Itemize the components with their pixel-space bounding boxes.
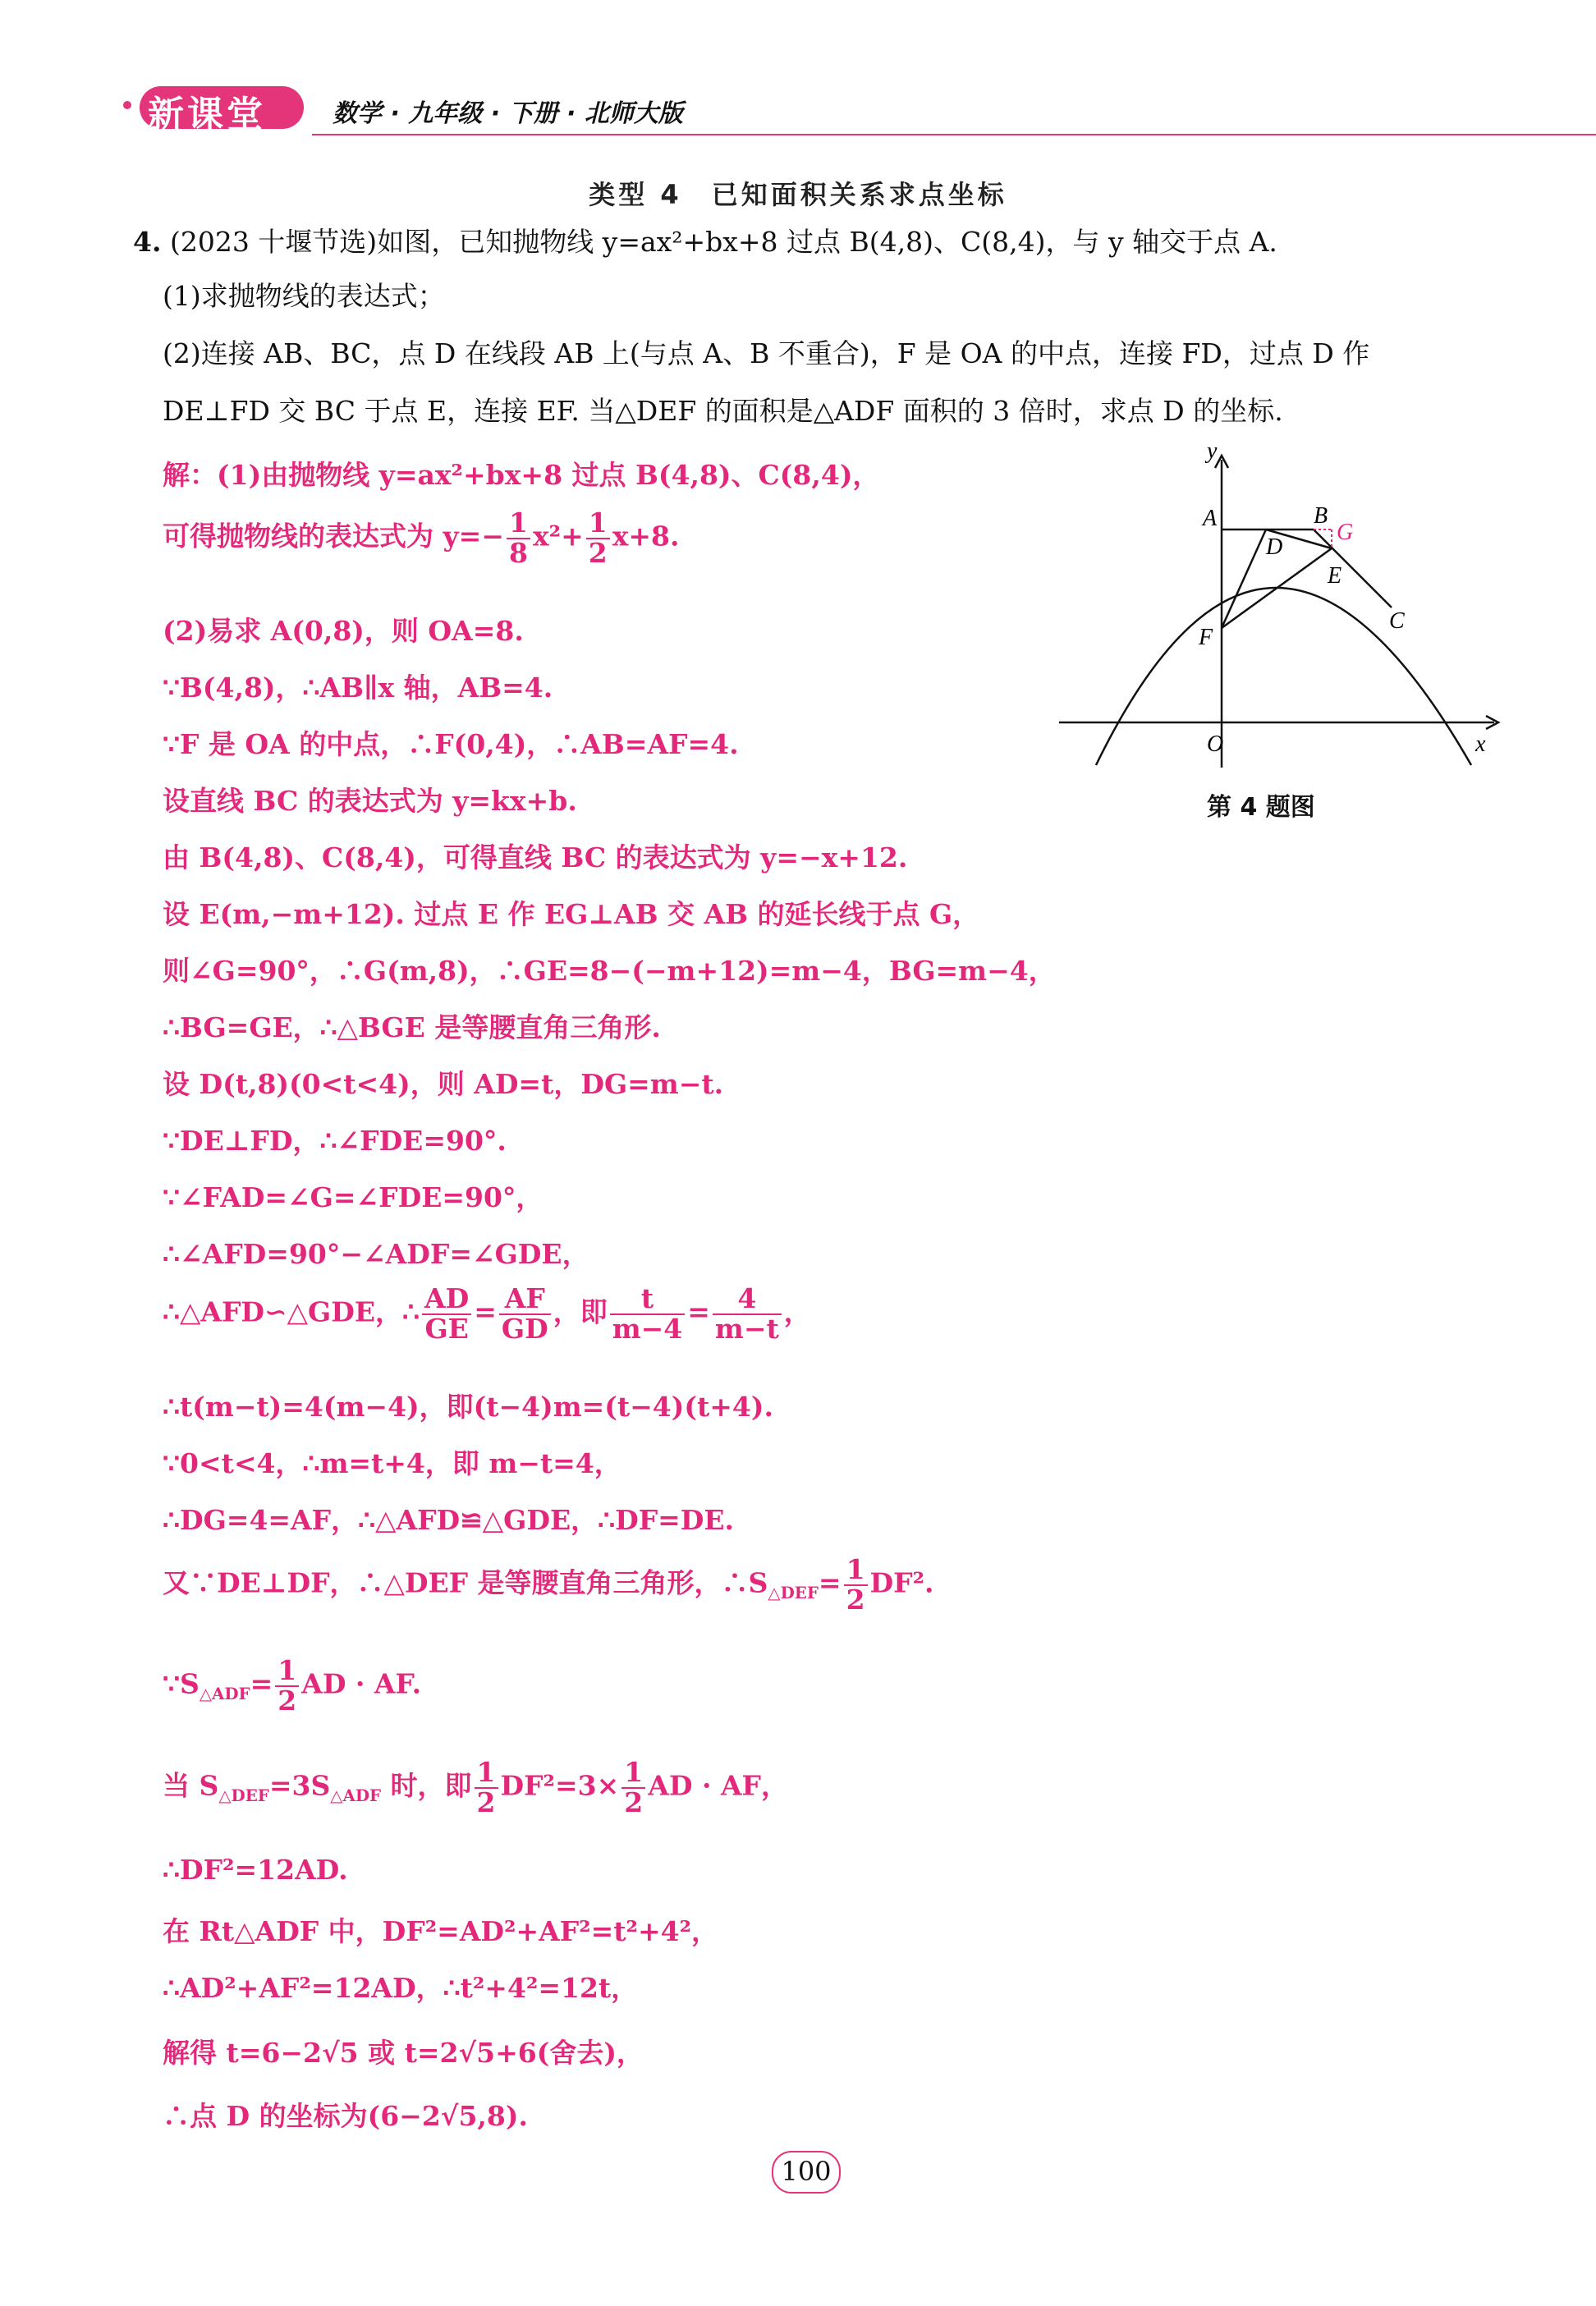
solution-line [163, 1553, 934, 1616]
frac-den: 2 [624, 1786, 644, 1818]
solution-line: ∴DF²=12AD. [163, 1854, 348, 1886]
figure-parabola [1051, 443, 1511, 780]
solution-line: 解得 t=6−2√5 或 t=2√5+6(舍去)， [163, 2037, 644, 2069]
segment-fd [1222, 530, 1266, 628]
label-a: A [1203, 506, 1218, 531]
question-stem-text: 如图，已知抛物线 y=ax²+bx+8 过点 B(4,8)、C(8,4)，与 y 轴交于点 A. [377, 226, 1277, 258]
solution-line: 设 D(t,8)(0<t<4)，则 AD=t，DG=m−t. [163, 1068, 724, 1100]
frac-den: 8 [508, 536, 528, 569]
frac-den: 2 [476, 1786, 496, 1818]
solution-line: 解：(1)由抛物线 y=ax²+bx+8 过点 B(4,8)、C(8,4)， [163, 459, 880, 491]
question-part2-line1: (2)连接 AB、BC，点 D 在线段 AB 上(与点 A、B 不重合)，F 是 OA 的中点，连接 FD，过点 D 作 [163, 337, 1370, 369]
solution-line: (2)易求 A(0,8)，则 OA=8. [163, 615, 524, 647]
solution-line: ∵∠FAD=∠G=∠FDE=90°， [163, 1181, 543, 1213]
frac-num: 1 [844, 1556, 868, 1586]
label-e: E [1328, 563, 1342, 589]
segment-ef [1222, 548, 1332, 628]
frac-num: 4 [713, 1285, 782, 1315]
solution-line: 在 Rt△ADF 中，DF²=AD²+AF²=t²+4²， [163, 1915, 719, 1947]
page-number: 100 [772, 2151, 841, 2194]
sol-text: x+8. [612, 520, 680, 552]
frac-num: AF [499, 1285, 551, 1315]
sol-text: ，即 [553, 1295, 608, 1328]
sol-text: = [818, 1566, 842, 1599]
sol-text: = [250, 1667, 273, 1700]
label-g: G [1337, 520, 1354, 545]
solution-line [163, 509, 679, 567]
sol-text: = [474, 1295, 497, 1328]
logo-dot [123, 101, 131, 109]
solution-line: ∵0<t<4，∴m=t+4，即 m−t=4， [163, 1447, 621, 1479]
label-o: O [1207, 731, 1224, 757]
solution-line: ∵B(4,8)，∴AB∥x 轴，AB=4. [163, 672, 553, 704]
solution-line: ∵DE⊥FD，∴∠FDE=90°. [163, 1125, 507, 1157]
sol-text: AD · AF， [648, 1769, 788, 1802]
figure-caption: 第 4 题图 [1207, 793, 1315, 822]
frac-num: t [610, 1285, 686, 1315]
page-header [123, 78, 1502, 144]
solution-line: ∴BG=GE，∴△BGE 是等腰直角三角形. [163, 1011, 661, 1043]
frac-num: 1 [507, 509, 530, 539]
sol-text: 当 S [163, 1769, 219, 1802]
question-stem [133, 223, 1277, 261]
subscript: △ADF [330, 1786, 382, 1806]
solution-line [163, 1654, 422, 1717]
solution-line: ∴t(m−t)=4(m−4)，即(t−4)m=(t−4)(t+4). [163, 1391, 773, 1423]
frac-num: AD [422, 1285, 471, 1315]
frac-den: m−4 [612, 1312, 683, 1345]
sol-text: ， [783, 1295, 811, 1328]
frac-den: 2 [277, 1684, 297, 1717]
solution-line: ∵F 是 OA 的中点，∴F(0,4)，∴AB=AF=4. [163, 728, 739, 760]
sol-text: x²+ [532, 520, 584, 552]
fraction [586, 509, 610, 567]
fraction [475, 1758, 498, 1817]
label-d: D [1266, 534, 1283, 560]
fraction [713, 1282, 782, 1345]
frac-den: GE [424, 1312, 469, 1345]
book-info: 数学 · 九年级 · 下册 · 北师大版 [332, 99, 683, 128]
solution-line: 设 E(m,−m+12). 过点 E 作 EG⊥AB 交 AB 的延长线于点 G， [163, 898, 980, 930]
sol-text: ∴△AFD∽△GDE，∴ [163, 1295, 420, 1328]
solution-line [163, 1758, 788, 1817]
solution-line: ∴DG=4=AF，∴△AFD≌△GDE，∴DF=DE. [163, 1504, 735, 1536]
fraction [621, 1758, 645, 1817]
solution-line: ∴∠AFD=90°−∠ADF=∠GDE， [163, 1238, 589, 1270]
frac-den: 2 [588, 536, 608, 569]
fraction [844, 1553, 868, 1616]
solution-line: 设直线 BC 的表达式为 y=kx+b. [163, 785, 577, 817]
solution-line: 由 B(4,8)、C(8,4)，可得直线 BC 的表达式为 y=−x+12. [163, 841, 908, 873]
sol-text: 又∵DE⊥DF，∴△DEF 是等腰直角三角形，∴S [163, 1566, 768, 1599]
sol-text: DF²=3× [500, 1769, 620, 1802]
label-x: x [1475, 731, 1486, 757]
logo-text: 新课堂 [148, 94, 266, 135]
label-b: B [1314, 503, 1328, 529]
section-title: 类型 4 已知面积关系求点坐标 [589, 179, 1007, 210]
sol-text: AD · AF. [301, 1667, 422, 1700]
question-part2-line2: DE⊥FD 交 BC 于点 E，连接 EF. 当△DEF 的面积是△ADF 面积的 3 倍时，求点 D 的坐标. [163, 395, 1283, 427]
sol-text: 可得抛物线的表达式为 y=− [163, 520, 504, 552]
sol-text: ∵S [163, 1667, 200, 1700]
subscript: △ADF [199, 1684, 250, 1704]
fraction [610, 1282, 686, 1345]
fraction [499, 1282, 551, 1345]
subscript: △DEF [218, 1786, 269, 1806]
label-c: C [1389, 608, 1405, 634]
question-number: 4. [133, 226, 162, 258]
frac-num: 1 [621, 1758, 645, 1789]
fraction [275, 1654, 299, 1717]
sol-text: DF². [869, 1566, 934, 1599]
parabola-curve [1096, 588, 1471, 765]
brand-logo [123, 78, 312, 135]
header-rule [312, 134, 1596, 135]
solution-line: ∴AD²+AF²=12AD，∴t²+4²=12t， [163, 1972, 639, 2004]
sol-text: =3S [268, 1769, 331, 1802]
frac-num: 1 [475, 1758, 498, 1789]
question-part1: (1)求抛物线的表达式； [163, 280, 445, 312]
subscript: △DEF [768, 1583, 819, 1603]
label-f: F [1199, 625, 1213, 650]
question-source: (2023 十堰节选) [169, 226, 378, 258]
frac-den: m−t [714, 1312, 779, 1345]
label-y: y [1207, 443, 1218, 464]
frac-num: 1 [586, 509, 610, 539]
sol-text: = [687, 1295, 710, 1328]
solution-line [163, 1282, 811, 1345]
frac-num: 1 [275, 1657, 299, 1687]
frac-den: 2 [846, 1583, 865, 1616]
fraction [422, 1282, 471, 1345]
solution-line: 则∠G=90°，∴G(m,8)，∴GE=8−(−m+12)=m−4，BG=m−4， [163, 955, 1056, 987]
frac-den: GD [501, 1312, 548, 1345]
fraction [507, 509, 530, 567]
sol-text: 时，即 [381, 1769, 472, 1802]
solution-line: ∴点 D 的坐标为(6−2√5,8). [163, 2100, 528, 2132]
